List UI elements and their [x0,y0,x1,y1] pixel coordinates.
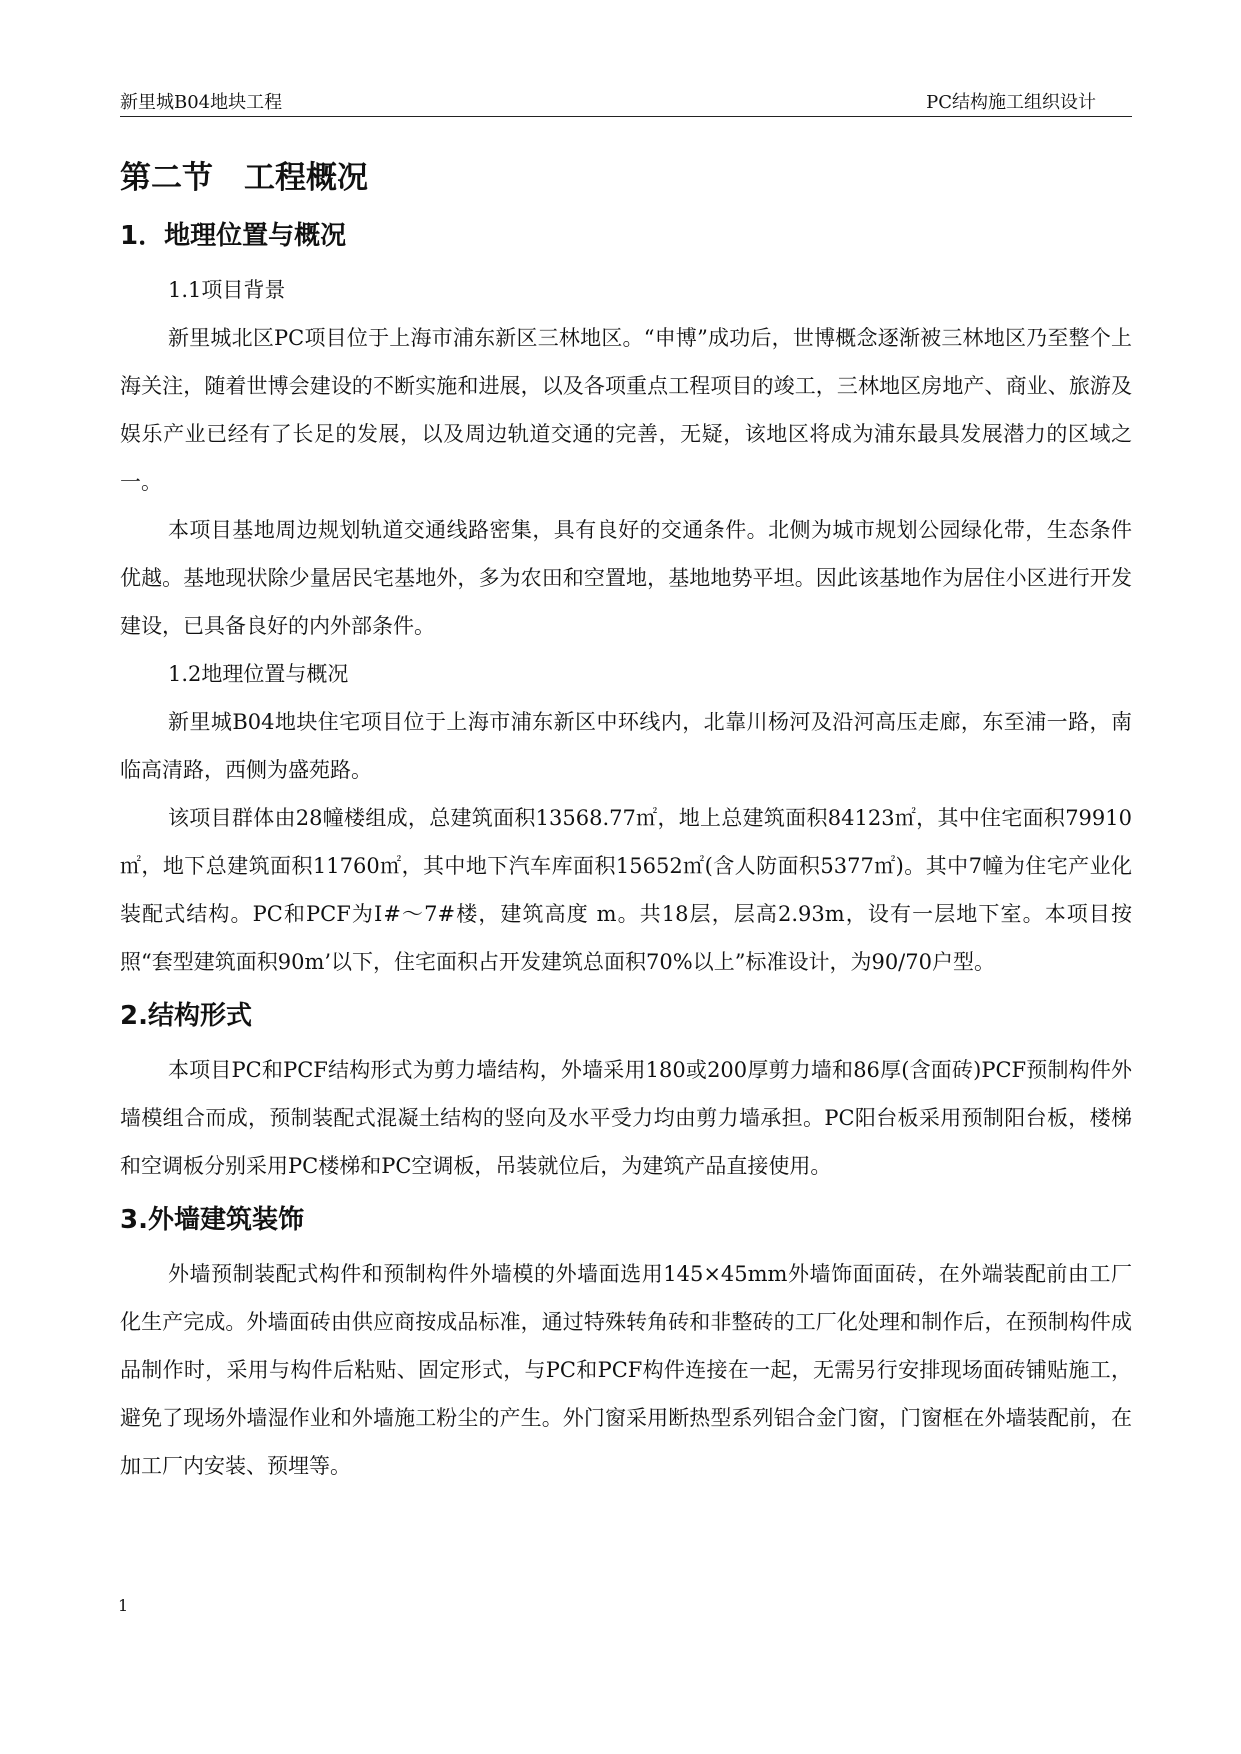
section-title: 第二节 工程概况 [120,160,368,196]
paragraph-structure: 本项目PC和PCF结构形式为剪力墙结构，外墙采用180或200厚剪力墙和86厚(含面砖)PCF预制构件外墙模组合而成，预制装配式混凝土结构的竖向及水平受力均由剪力墙承担。PC阳台板采用预制阳台板，楼梯和空调板分别采用PC楼梯和PC空调板，吊装就位后，为建筑产品直接使用。 [120,1058,1132,1178]
heading-location-overview: 1．地理位置与概况 [120,221,347,251]
paragraph-location-2: 该项目群体由28幢楼组成，总建筑面积13568.77㎡，地上总建筑面积84123㎡，其中住宅面积79910㎡，地下总建筑面积11760㎡，其中地下汽车库面积15652㎡(含人防面积5377㎡)。其中7幢为住宅产业化装配式结构。PC和PCF为Ⅰ#～7#楼，建筑高度 m。共18层，层高2.93m，设有一层地下室。本项目按照“套型建筑面积90m’以下，住宅面积占开发建筑总面积70%以上”标准设计，为90/70户型。 [120,806,1132,974]
header-document-title: PC结构施工组织设计 [926,92,1096,113]
page-number: 1 [118,1596,129,1615]
page-content [120,138,1132,1490]
paragraph-location-1: 新里城B04地块住宅项目位于上海市浦东新区中环线内，北靠川杨河及沿河高压走廊，东至浦一路，南临高清路，西侧为盛苑路。 [120,710,1132,782]
paragraph-background-2: 本项目基地周边规划轨道交通线路密集，具有良好的交通条件。北侧为城市规划公园绿化带，生态条件优越。基地现状除少量居民宅基地外，多为农田和空置地，基地地势平坦。因此该基地作为居住小区进行开发建设，已具备良好的内外部条件。 [120,518,1132,638]
heading-exterior-decoration: 3.外墙建筑装饰 [120,1205,304,1235]
paragraph-background-1: 新里城北区PC项目位于上海市浦东新区三林地区。“申博”成功后，世博概念逐渐被三林地区乃至整个上海关注，随着世博会建设的不断实施和进展，以及各项重点工程项目的竣工，三林地区房地产、商业、旅游及娱乐产业已经有了长足的发展，以及周边轨道交通的完善，无疑，该地区将成为浦东最具发展潜力的区域之一。 [120,326,1132,494]
page-header [120,82,1132,117]
paragraph-exterior: 外墙预制装配式构件和预制构件外墙模的外墙面选用145×45mm外墙饰面面砖，在外端装配前由工厂化生产完成。外墙面砖由供应商按成品标准，通过特殊转角砖和非整砖的工厂化处理和制作后，在预制构件成品制作时，采用与构件后粘贴、固定形式，与PC和PCF构件连接在一起，无需另行安排现场面砖铺贴施工，避免了现场外墙湿作业和外墙施工粉尘的产生。外门窗采用断热型系列铝合金门窗，门窗框在外墙装配前，在加工厂内安装、预埋等。 [120,1262,1132,1478]
header-project-name: 新里城B04地块工程 [120,92,283,113]
heading-structure-form: 2.结构形式 [120,1001,252,1031]
subheading-project-background: 1.1项目背景 [168,278,286,302]
subheading-location: 1.2地理位置与概况 [168,662,349,686]
